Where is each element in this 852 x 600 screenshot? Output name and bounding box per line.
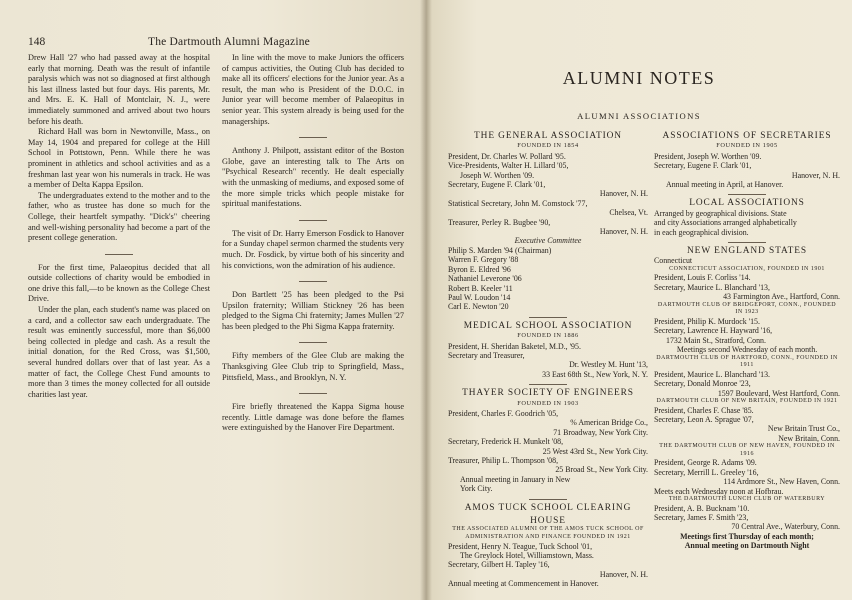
divider bbox=[728, 242, 766, 243]
entry-line: Treasurer, Perley R. Bugbee '90, bbox=[448, 217, 551, 227]
entry-line: Arranged by geographical divisions. State bbox=[654, 208, 787, 218]
founded-caption: DARTMOUTH CLUB OF NEW BRITAIN, FOUNDED IN 1921 bbox=[656, 397, 838, 404]
founded-caption: THE DARTMOUTH LUNCH CLUB OF WATERBURY bbox=[668, 495, 826, 502]
founded-caption: FOUNDED IN 1903 bbox=[517, 399, 579, 407]
founded-caption: FOUNDED IN 1854 bbox=[517, 142, 579, 150]
paragraph: The undergraduates extend to the mother and to the father, who as trustee has done so much for the College, their heartfelt sympathy. "Dick's" cheering and well-wishing personality had become a part of the present college generation. bbox=[28, 190, 210, 243]
entry-line: Vice-Presidents, Walter H. Lillard '05, bbox=[448, 161, 569, 171]
entry-line: President, Philip K. Murdock '15. bbox=[654, 316, 760, 326]
left-column-1 bbox=[28, 53, 210, 400]
entry-line: Carl E. Newton '20 bbox=[448, 302, 509, 312]
founded-caption: FOUNDED IN 1905 bbox=[716, 142, 778, 150]
entry-line: New Britain, Conn. bbox=[778, 433, 840, 443]
entry-line: and city Associations arranged alphabetically bbox=[654, 218, 797, 228]
entry-line: Hanover, N. H. bbox=[791, 170, 840, 180]
entry-line: in each geographical division. bbox=[654, 227, 749, 237]
entry-line: Paul W. Loudon '14 bbox=[448, 292, 511, 302]
entry-line: Annual meeting in January in New bbox=[460, 474, 571, 484]
paragraph: Fire briefly threatened the Kappa Sigma house recently. Little damage was done before the flames were extinguished by the Hanover Fire Department. bbox=[222, 402, 404, 433]
entry-line: 33 East 68th St., New York, N. Y. bbox=[542, 369, 648, 379]
entry-line: President, Maurice L. Blanchard '13. bbox=[654, 369, 771, 379]
founded-caption: THE ASSOCIATED ALUMNI OF THE AMOS TUCK SCHOOL OF ADMINISTRATION AND FINANCE FOUNDED IN 1921 bbox=[452, 526, 644, 541]
entry-line: Joseph W. Worthen '09. bbox=[460, 170, 535, 180]
founded-caption: DARTMOUTH CLUB OF BRIDGEPORT, CONN., FOUNDED IN 1923 bbox=[657, 301, 837, 316]
divider bbox=[299, 342, 327, 343]
association-heading: THAYER SOCIETY OF ENGINEERS bbox=[462, 388, 634, 399]
entry-line: 1597 Boulevard, West Hartford, Conn. bbox=[717, 388, 840, 398]
entry-line: President, Henry N. Teague, Tuck School '01, bbox=[448, 541, 593, 551]
entry-line: Hanover, N. H. bbox=[599, 189, 648, 199]
association-heading: HOUSE bbox=[530, 516, 566, 527]
entry-line: Annual meeting on Dartmouth Night bbox=[684, 541, 810, 551]
founded-caption: FOUNDED IN 1886 bbox=[517, 332, 579, 340]
entry-line: 43 Farmington Ave., Hartford, Conn. bbox=[723, 292, 840, 302]
association-heading: MEDICAL SCHOOL ASSOCIATION bbox=[463, 320, 633, 331]
entry-line: Meetings first Thursday of each month; bbox=[680, 531, 814, 541]
entry-line: The Greylock Hotel, Williamstown, Mass. bbox=[460, 551, 594, 561]
association-heading: NEW ENGLAND STATES bbox=[687, 246, 807, 257]
entry-line: Secretary, Lawrence H. Hayward '16, bbox=[654, 326, 773, 336]
divider bbox=[299, 281, 327, 282]
entry-line: % American Bridge Co., bbox=[570, 418, 648, 428]
section-title: ALUMNI NOTES bbox=[562, 68, 716, 88]
founded-caption: CONNECTICUT ASSOCIATION, FOUNDED IN 1901 bbox=[669, 265, 825, 272]
divider bbox=[299, 393, 327, 394]
entry-line: 71 Broadway, New York City. bbox=[553, 427, 648, 437]
founded-caption: THE DARTMOUTH CLUB OF NEW HAVEN, FOUNDED IN 1916 bbox=[659, 443, 835, 457]
entry-line: President, George R. Adams '09. bbox=[654, 458, 757, 468]
entry-line: President, A. B. Bucknam '10. bbox=[654, 503, 750, 513]
right-page bbox=[426, 0, 852, 600]
entry-line: Secretary, Maurice L. Blanchard '13, bbox=[654, 282, 770, 292]
divider bbox=[105, 254, 133, 255]
entry-line: Chelsea, Vt. bbox=[609, 208, 648, 218]
entry-line: 1732 Main St., Stratford, Conn. bbox=[666, 335, 766, 345]
entry-line: 25 Broad St., New York City. bbox=[555, 465, 648, 475]
entry-line: Secretary, Leon A. Sprague '07, bbox=[654, 414, 754, 424]
right-column-1 bbox=[448, 128, 648, 589]
entry-line: 25 West 43rd St., New York City. bbox=[542, 446, 648, 456]
founded-caption: DARTMOUTH CLUB OF HARTFORD, CONN., FOUNDED IN 1911 bbox=[656, 354, 838, 369]
association-heading: THE GENERAL ASSOCIATION bbox=[474, 131, 622, 141]
left-column-2 bbox=[222, 53, 404, 434]
section-subtitle: ALUMNI ASSOCIATIONS bbox=[577, 111, 701, 121]
entry-line: Statistical Secretary, John M. Comstock '77, bbox=[448, 198, 588, 208]
page-number: 148 bbox=[28, 36, 46, 48]
entry-line: Nathaniel Leverone '06 bbox=[448, 274, 522, 284]
entry-line: 114 Ardmore St., New Haven, Conn. bbox=[723, 477, 840, 487]
association-heading: LOCAL ASSOCIATIONS bbox=[689, 198, 805, 209]
book-gutter bbox=[420, 0, 432, 600]
entry-line: Meetings second Wednesday of each month. bbox=[676, 345, 818, 355]
entry-line: President, Charles F. Chase '85. bbox=[654, 405, 754, 415]
entry-line: Meets each Wednesday noon at Hofbrau. bbox=[654, 486, 784, 496]
paragraph: Richard Hall was born in Newtonville, Mass., on May 14, 1904 and prepared for college at the Hill School in Pottstown, Penn. While there he was prominent in athletics and school activities and as a freshman last year won his numerals in track. He was a member of Delta Kappa Epsilon. bbox=[28, 127, 210, 190]
entry-line: President, Dr. Charles W. Pollard '95. bbox=[448, 151, 566, 161]
paragraph: Drew Hall '27 who had passed away at the hospital early that morning. Death was the result of infantile paralysis which was not so diagnosed at first although his last illness lasted but four days. His parents, Mr. and Mrs. E. K. Hall of Montclair, N. J., were immediately summoned and arrived about two hours before his death. bbox=[28, 53, 210, 126]
entry-line: Secretary, Eugene F. Clark '01, bbox=[448, 180, 546, 190]
entry-line: Annual meeting at Commencement in Hanover. bbox=[448, 579, 599, 589]
entry-line: York City. bbox=[460, 484, 493, 494]
magazine-title: The Dartmouth Alumni Magazine bbox=[148, 36, 310, 48]
entry-line: President, Joseph W. Worthen '09. bbox=[654, 151, 762, 161]
entry-line: Annual meeting in April, at Hanover. bbox=[666, 180, 784, 190]
paragraph: Under the plan, each student's name was placed on a card, and a collector saw each undergraduate. The result was eminently successful, more than $6,000 being collected in pledge and cash. As a result the initial donation, for the Red Cross, was $1,500, several hundred dollars over that of last year. As a matter of fact, the College Chest Fund amounts to more than 3 times the money collected for all outside charities last year. bbox=[28, 305, 210, 399]
entry-line: Robert B. Keeler '11 bbox=[448, 283, 513, 293]
divider bbox=[728, 194, 766, 195]
paragraph: Anthony J. Philpott, assistant editor of the Boston Globe, gave an interesting talk to The Arts on "Psychical Research" recently. He dealt especially with the unmasking of mediums, and exposed some of the more simple tricks which people mistake for spiritual manifestations. bbox=[222, 146, 404, 209]
entry-line: Executive Committee bbox=[514, 236, 582, 246]
entry-line: Secretary, Merrill L. Greeley '16, bbox=[654, 467, 759, 477]
entry-line: Philip S. Marden '94 (Chairman) bbox=[448, 245, 552, 255]
entry-line: Secretary, Frederick H. Munkelt '08, bbox=[448, 437, 564, 447]
entry-line: New Britain Trust Co., bbox=[767, 424, 840, 434]
paragraph: For the first time, Palaeopitus decided that all outside collections of charity would be embodied in one drive this fall,—to be known as the College Chest Drive. bbox=[28, 262, 210, 304]
divider bbox=[299, 220, 327, 221]
entry-line: President, H. Sheridan Baketel, M.D., '95. bbox=[448, 341, 581, 351]
entry-line: Secretary, Gilbert H. Tapley '16, bbox=[448, 560, 550, 570]
association-heading: AMOS TUCK SCHOOL CLEARING bbox=[464, 502, 632, 513]
divider bbox=[299, 137, 327, 138]
entry-line: Hanover, N. H. bbox=[599, 569, 648, 579]
entry-line: Secretary, Donald Monroe '23, bbox=[654, 379, 751, 389]
entry-line: President, Louis F. Corliss '14. bbox=[654, 273, 751, 283]
paragraph: Fifty members of the Glee Club are making the Thanksgiving Glee Club trip to Springfield, Mass., Pittsfield, Mass., and Brooklyn, N. Y. bbox=[222, 351, 404, 382]
divider bbox=[529, 384, 567, 385]
entry-line: Byron E. Eldred '96 bbox=[448, 264, 511, 274]
paragraph: The visit of Dr. Harry Emerson Fosdick to Hanover for a Sunday chapel sermon charmed the students very much. Dr. Fosdick, by virtue both of his sincerity and his convictions, won the admiration of his audience. bbox=[222, 228, 404, 270]
right-column-2 bbox=[654, 128, 840, 551]
entry-line: Dr. Westley M. Hunt '13, bbox=[569, 360, 648, 370]
association-heading: ASSOCIATIONS OF SECRETARIES bbox=[662, 131, 832, 141]
paragraph: In line with the move to make Juniors the officers of campus activities, the Outing Club has decided to make all its officers' elections for the Junior year. As a result, the man who is President of the D.O.C. in Junior year will become member of Palaeopitus in senior year. This system already is being used for the managerships. bbox=[222, 53, 404, 126]
entry-line: Secretary, James F. Smith '23, bbox=[654, 512, 749, 522]
entry-line: 70 Central Ave., Waterbury, Conn. bbox=[731, 522, 840, 532]
entry-line: Hanover, N. H. bbox=[599, 227, 648, 237]
entry-line: Treasurer, Philip L. Thompson '08, bbox=[448, 456, 559, 465]
entry-line: Secretary and Treasurer, bbox=[448, 350, 525, 360]
entry-line: President, Charles F. Goodrich '05, bbox=[448, 408, 559, 418]
divider bbox=[529, 499, 567, 500]
entry-line: Connecticut bbox=[654, 256, 693, 266]
entry-line: Secretary, Eugene F. Clark '01, bbox=[654, 161, 752, 171]
entry-line: Warren F. Gregory '88 bbox=[448, 255, 519, 265]
paragraph: Don Bartlett '25 has been pledged to the Psi Upsilon fraternity; William Stickney '26 has been pledged to the Sigma Chi fraternity; James Mullen '27 has been pledged to the Phi Sigma Kappa fraternity. bbox=[222, 290, 404, 331]
divider bbox=[529, 317, 567, 318]
